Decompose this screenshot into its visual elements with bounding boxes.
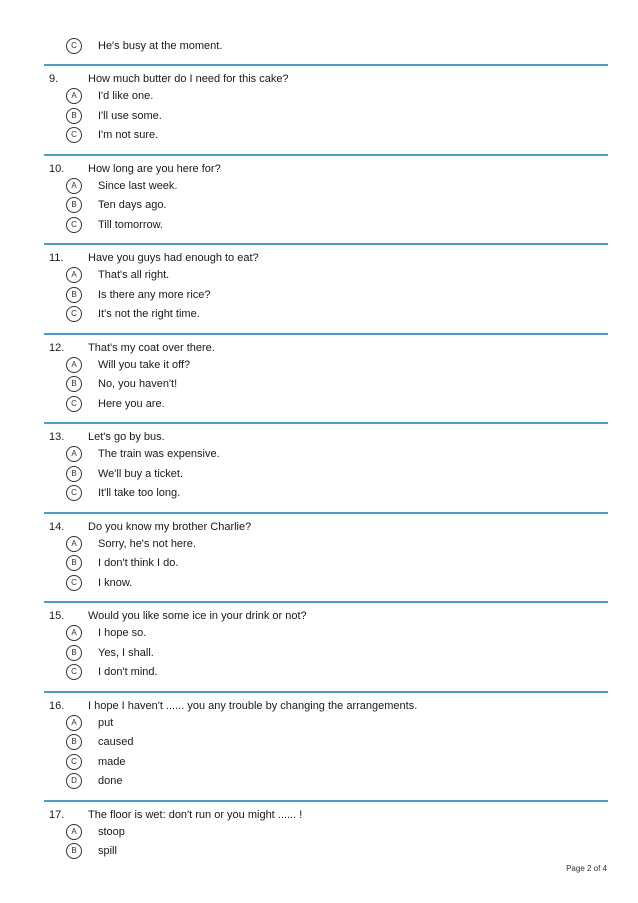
option-letter-circle[interactable]: B <box>66 466 82 482</box>
option-letter-circle[interactable]: A <box>66 446 82 462</box>
option-letter-circle[interactable]: B <box>66 843 82 859</box>
option-letter-circle[interactable]: A <box>66 88 82 104</box>
option-text: Yes, I shall. <box>98 646 154 659</box>
option-letter-circle[interactable]: C <box>66 575 82 591</box>
option-text: I don't think I do. <box>98 557 179 569</box>
question-number: 14. <box>49 520 65 533</box>
option-letter-circle[interactable]: C <box>66 485 82 501</box>
question-number: 16. <box>49 699 65 712</box>
question-number: 11. <box>49 252 64 264</box>
answer-option-14-a[interactable] <box>66 536 566 552</box>
answer-option-13-a[interactable] <box>66 446 566 462</box>
option-text: He's busy at the moment. <box>98 40 223 52</box>
question-text: Would you like some ice in your drink or not? <box>88 610 307 622</box>
answer-option-15-b[interactable] <box>66 645 566 661</box>
option-text: Till tomorrow. <box>98 218 163 231</box>
answer-option-17-b[interactable] <box>66 843 566 859</box>
option-letter-circle[interactable]: A <box>66 357 82 373</box>
question-number: 13. <box>49 431 65 443</box>
option-letter-circle[interactable]: C <box>66 127 82 143</box>
option-letter-circle[interactable]: B <box>66 555 82 571</box>
answer-option-17-a[interactable] <box>66 824 566 840</box>
option-letter-circle[interactable]: B <box>66 197 82 213</box>
option-text: I'll use some. <box>98 109 162 122</box>
option-text: spill <box>98 845 117 857</box>
answer-option-16-a[interactable] <box>66 715 566 731</box>
option-letter-circle[interactable]: D <box>66 773 82 789</box>
answer-option-11-a[interactable] <box>66 267 566 283</box>
question-separator <box>44 243 608 245</box>
page-number: Page 2 of 4 <box>566 864 607 873</box>
answer-option-13-c[interactable] <box>66 485 566 501</box>
answer-option-9-b[interactable] <box>66 108 566 124</box>
option-letter-circle[interactable]: A <box>66 536 82 552</box>
option-letter-circle[interactable]: C <box>66 664 82 680</box>
option-text: Ten days ago. <box>98 199 167 211</box>
option-text: I know. <box>98 576 133 589</box>
option-letter-circle[interactable]: C <box>66 396 82 412</box>
option-letter-circle[interactable]: A <box>66 824 82 840</box>
option-letter-circle[interactable]: C <box>66 38 82 54</box>
option-text: done <box>98 775 123 787</box>
question-text: I hope I haven't ...... you any trouble by changing the arrangements. <box>88 699 418 712</box>
option-text: I'm not sure. <box>98 129 159 141</box>
option-text: Since last week. <box>98 179 178 192</box>
answer-option-14-c[interactable] <box>66 575 566 591</box>
answer-option-13-b[interactable] <box>66 466 566 482</box>
option-text: Here you are. <box>98 397 165 410</box>
option-text: put <box>98 716 114 729</box>
option-letter-circle[interactable]: C <box>66 754 82 770</box>
answer-option-9-c[interactable] <box>66 127 566 143</box>
question-separator <box>44 800 608 802</box>
option-text: made <box>98 755 126 768</box>
option-letter-circle[interactable]: A <box>66 625 82 641</box>
option-text: It'll take too long. <box>98 487 181 499</box>
answer-option-14-b[interactable] <box>66 555 566 571</box>
option-text: No, you haven't! <box>98 378 178 390</box>
question-separator <box>44 333 608 335</box>
question-text: How long are you here for? <box>88 162 221 175</box>
question-number: 12. <box>49 341 65 354</box>
question-text: Have you guys had enough to eat? <box>88 252 259 264</box>
answer-option-11-c[interactable] <box>66 306 566 322</box>
answer-option-16-d[interactable] <box>66 773 566 789</box>
question-text: Let's go by bus. <box>88 431 165 443</box>
answer-option-15-a[interactable] <box>66 625 566 641</box>
question-separator <box>44 601 608 603</box>
question-text: Do you know my brother Charlie? <box>88 520 252 533</box>
option-text: Is there any more rice? <box>98 288 211 301</box>
option-letter-circle[interactable]: B <box>66 287 82 303</box>
option-text: Will you take it off? <box>98 358 191 371</box>
option-letter-circle[interactable]: B <box>66 376 82 392</box>
question-separator <box>44 512 608 514</box>
answer-option-12-b[interactable] <box>66 376 566 392</box>
question-text: The floor is wet: don't run or you might ...... ! <box>88 808 303 821</box>
question-number: 10. <box>49 162 65 175</box>
answer-option-15-c[interactable] <box>66 664 566 680</box>
question-number: 9. <box>49 73 59 85</box>
option-text: That's all right. <box>98 269 170 281</box>
question-separator <box>44 691 608 693</box>
answer-option-9-a[interactable] <box>66 88 566 104</box>
answer-option-10-a[interactable] <box>66 178 566 194</box>
answer-option-12-a[interactable] <box>66 357 566 373</box>
answer-option-16-b[interactable] <box>66 734 566 750</box>
option-text: I hope so. <box>98 627 147 639</box>
option-text: It's not the right time. <box>98 308 200 320</box>
option-text: Sorry, he's not here. <box>98 537 196 550</box>
option-letter-circle[interactable]: A <box>66 267 82 283</box>
option-text: I'd like one. <box>98 90 154 102</box>
option-text: I don't mind. <box>98 666 158 678</box>
answer-option-12-c[interactable] <box>66 396 566 412</box>
option-text: caused <box>98 736 134 748</box>
question-separator <box>44 154 608 156</box>
answer-option-10-b[interactable] <box>66 197 566 213</box>
question-text: That's my coat over there. <box>88 341 215 354</box>
option-letter-circle[interactable]: A <box>66 178 82 194</box>
option-letter-circle[interactable]: A <box>66 715 82 731</box>
question-text: How much butter do I need for this cake? <box>88 73 289 85</box>
option-letter-circle[interactable]: B <box>66 734 82 750</box>
question-number: 15. <box>49 610 65 622</box>
answer-option-11-b[interactable] <box>66 287 566 303</box>
option-text: We'll buy a ticket. <box>98 467 184 480</box>
answer-option-10-c[interactable] <box>66 217 566 233</box>
answer-option-16-c[interactable] <box>66 754 566 770</box>
question-number: 17. <box>49 808 65 821</box>
option-text: stoop <box>98 825 125 838</box>
option-text: The train was expensive. <box>98 448 220 460</box>
question-separator <box>44 64 608 66</box>
option-letter-circle[interactable]: B <box>66 645 82 661</box>
option-letter-circle[interactable]: B <box>66 108 82 124</box>
option-letter-circle[interactable]: C <box>66 217 82 233</box>
answer-option-carryover[interactable] <box>66 38 566 54</box>
question-separator <box>44 422 608 424</box>
option-letter-circle[interactable]: C <box>66 306 82 322</box>
